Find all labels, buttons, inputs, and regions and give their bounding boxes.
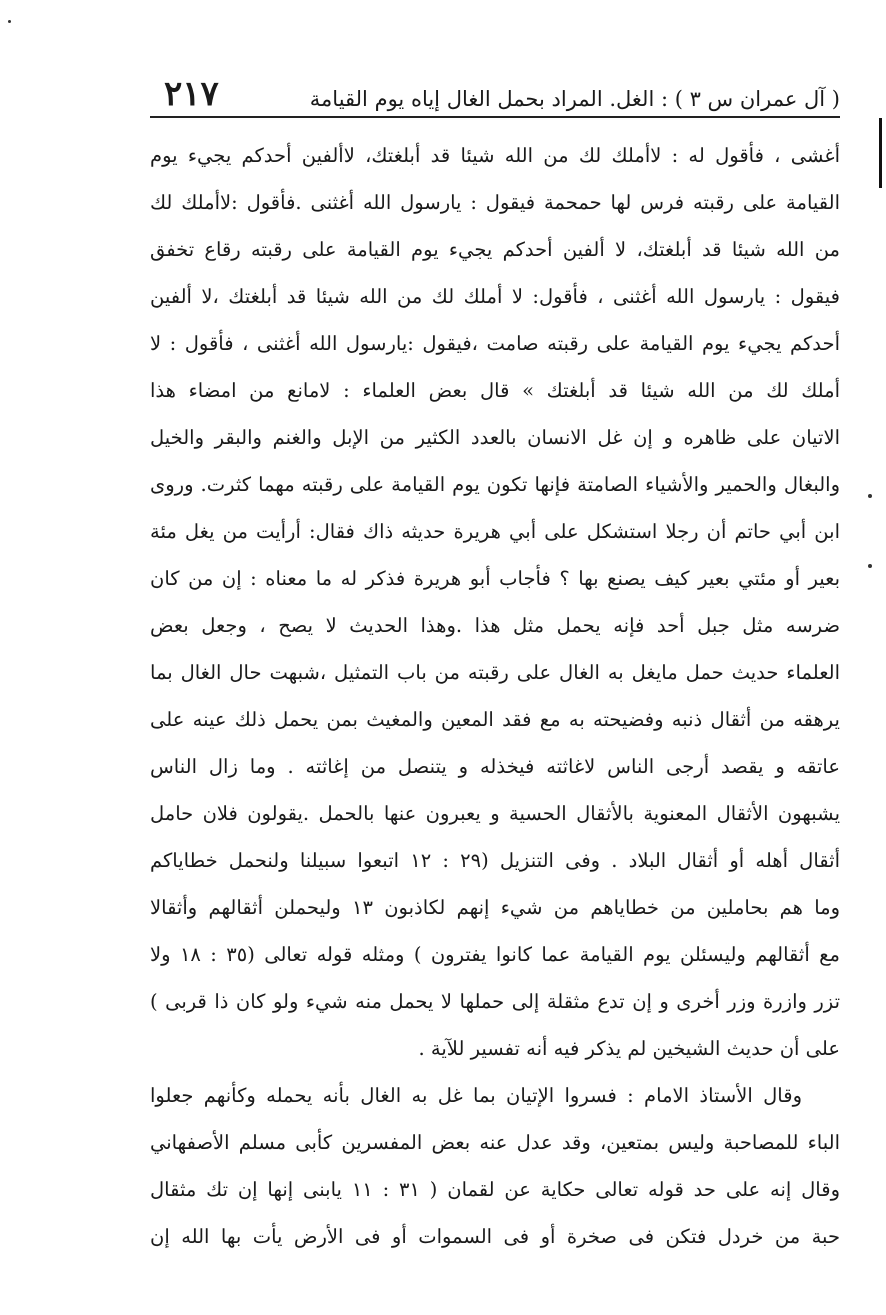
text-line: عاتقه و يقصد أرجى الناس لاغاثته فيخذله و يتنصل من إغاثته . وما زال الناس: [150, 755, 840, 778]
paragraph-end-line: على أن حديث الشيخين لم يذكر فيه أنه تفسير للآية .: [418, 1037, 840, 1060]
margin-dot: [8, 20, 11, 23]
text-line: أملك لك من الله شيئا قد أبلغتك » قال بعض العلماء : لامانع من امضاء هذا: [150, 379, 840, 402]
text-line: يشبهون الأثقال المعنوية بالأثقال الحسية و يعبرون عنها بالحمل .يقولون فلان حامل: [150, 802, 840, 825]
margin-dot: [868, 564, 872, 568]
paragraph-start-line: وقال الأستاذ الامام : فسروا الإتيان بما غل به الغال بأنه يحمله وكأنهم جعلوا: [150, 1084, 802, 1107]
text-line: أحدكم يجيء يوم القيامة على رقبته صامت ،فيقول :يارسول الله أغثنى ، فأقول : لا: [150, 332, 840, 355]
text-line: العلماء حديث حمل مايغل به الغال على رقبته من باب التمثيل ،شبهت حال الغال بما: [150, 661, 840, 684]
text-line: الاتيان على ظاهره و إن غل الانسان بالعدد الكثير من الإبل والغنم والبقر والخيل: [150, 426, 840, 449]
text-line: ابن أبي حاتم أن رجلا استشكل على أبي هريرة حديثه ذاك فقال: أرأيت من يغل مئة: [150, 520, 840, 543]
text-line: وقال إنه على حد قوله تعالى حكاية عن لقمان ( ٣١ : ١١ يابنى إنها إن تك مثقال: [150, 1178, 840, 1201]
margin-dot: [868, 494, 872, 498]
header-rule: [150, 116, 840, 118]
margin-mark: [879, 118, 882, 188]
text-line: حبة من خردل فتكن فى صخرة أو فى السموات أو فى الأرض يأت بها الله إن: [150, 1225, 840, 1248]
text-line: أثقال أهله أو أثقال البلاد . وفى التنزيل (٢٩ : ١٢ اتبعوا سبيلنا ولنحمل خطاياكم: [150, 849, 840, 872]
body-text: [150, 132, 840, 1260]
page-number: ٢١٧: [164, 74, 219, 114]
text-line: فيقول : يارسول الله أغثنى ، فأقول: لا أملك لك من الله شيئا قد أبلغتك ،لا ألفين: [150, 285, 840, 308]
text-line: أغشى ، فأقول له : لاأملك لك من الله شيئا قد أبلغتك، لاألفين أحدكم يجيء يوم: [150, 144, 840, 167]
text-line: بعير أو مئتي بعير كيف يصنع بها ؟ فأجاب أبو هريرة فذكر له ما معناه : إن من كان: [150, 567, 840, 590]
text-line: وما هم بحاملين من خطاياهم من شيء إنهم لكاذبون ١٣ وليحملن أثقالهم وأثقالا: [150, 896, 840, 919]
text-line: تزر وازرة وزر أخرى و إن تدع مثقلة إلى حملها لا يحمل منه شيء ولو كان ذا قربى ): [150, 990, 840, 1013]
text-line: من الله شيئا قد أبلغتك، لا ألفين أحدكم يجيء يوم القيامة على رقبته رقاع تخفق: [150, 238, 840, 261]
text-line: والبغال والحمير والأشياء الصامتة فإنها تكون يوم القيامة على رقبته مهما كثرت. وروى: [150, 473, 840, 496]
text-line: القيامة على رقبته فرس لها حمحمة فيقول : يارسول الله أغثنى .فأقول :لاأملك لك: [150, 191, 840, 214]
text-line: الباء للمصاحبة وليس بمتعين، وقد عدل عنه بعض المفسرين كأبى مسلم الأصفهاني: [150, 1131, 840, 1154]
running-header: [150, 70, 840, 114]
running-title: ( آل عمران س ٣ ) : الغل. المراد بحمل الغال إياه يوم القيامة: [309, 87, 840, 111]
text-line: مع أثقالهم وليسئلن يوم القيامة عما كانوا يفترون ) ومثله قوله تعالى (٣٥ : ١٨ ولا: [150, 943, 840, 966]
text-line: ضرسه مثل جبل أحد فإنه يحمل مثل هذا .وهذا الحديث لا يصح ، وجعل بعض: [150, 614, 840, 637]
text-line: يرهقه من أثقال ذنبه وفضيحته به مع فقد المعين والمغيث بمن يحمل ذلك عينه على: [150, 708, 840, 731]
